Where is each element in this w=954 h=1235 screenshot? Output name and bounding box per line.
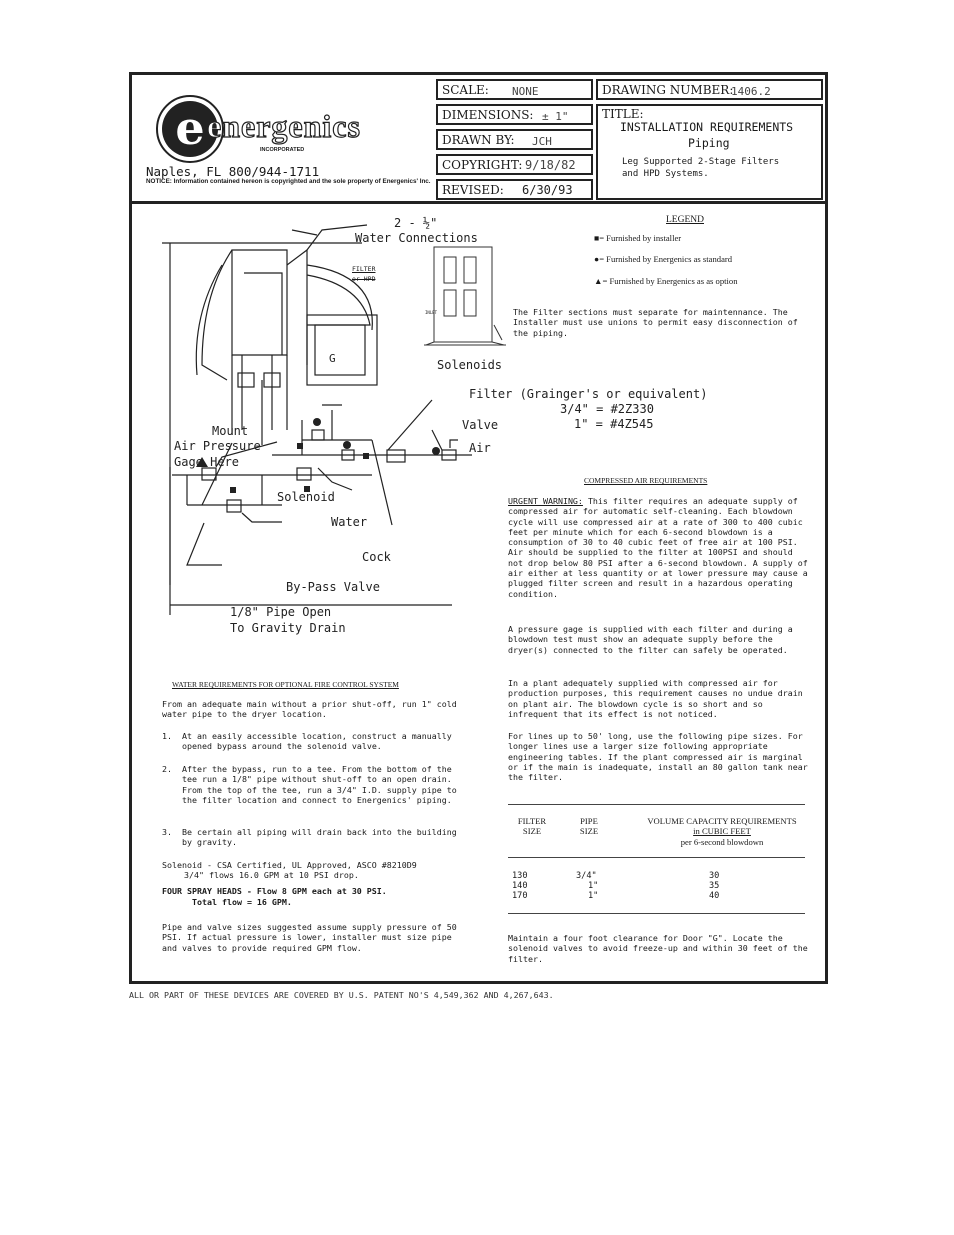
- water-step-3: Be certain all piping will drain back into the building by gravity.: [182, 827, 457, 848]
- solenoid-label: Solenoid: [277, 490, 335, 504]
- solenoid-spec-2: 3/4" flows 16.0 GPM at 10 PSI drop.: [184, 870, 359, 880]
- drawing-number-value: 1406.2: [731, 85, 771, 98]
- grainger-part-1: 3/4" = #2Z330: [560, 402, 654, 416]
- table-header-volume: VOLUME CAPACITY REQUIREMENTS in CUBIC FEET per 6-second blowdown: [647, 816, 797, 847]
- drain-label-1: 1/8" Pipe Open: [230, 605, 332, 619]
- pipe-valve-note: Pipe and valve sizes suggested assume supply pressure of 50 PSI. If actual pressure is lower, installer must size pipe and valves to provide required GPM flow.: [162, 922, 457, 953]
- drain-label-2: To Gravity Drain: [230, 621, 346, 635]
- copyright-value: 9/18/82: [525, 158, 576, 172]
- maintenance-note: The Filter sections must separate for maintennance. The Installer must use unions to permit easy disconnection of the piping.: [513, 307, 798, 338]
- drawing-number-cell: DRAWING NUMBER: 1406.2: [596, 79, 823, 100]
- table-header-pipe: PIPE SIZE: [579, 816, 599, 837]
- title-line-2: Piping: [688, 136, 730, 150]
- spray-heads-2: Total flow = 16 GPM.: [192, 897, 292, 907]
- revised-value: 6/30/93: [522, 183, 573, 197]
- table-rule-mid: [508, 857, 805, 858]
- water-connections-label: Water Connections: [355, 231, 478, 245]
- subtitle-line-2: and HPD Systems.: [622, 169, 709, 179]
- cock-label: Cock: [362, 550, 391, 564]
- company-sub: INCORPORATED: [260, 147, 305, 153]
- water-label: Water: [331, 515, 368, 529]
- legend-item-option: ▲= Furnished by Energenics as as option: [594, 276, 738, 286]
- filter-grainger-label: Filter (Grainger's or equivalent): [469, 387, 708, 401]
- drawn-by-cell: DRAWN BY: JCH: [436, 129, 593, 150]
- svg-text:e: e: [175, 101, 205, 155]
- legend-title: LEGEND: [666, 215, 704, 225]
- table-header-filter: FILTER SIZE: [517, 816, 547, 837]
- bypass-valve-label: By-Pass Valve: [286, 580, 380, 594]
- revised-cell: REVISED: 6/30/93: [436, 179, 593, 200]
- warning-label: URGENT WARNING:: [508, 496, 583, 506]
- copyright-cell: COPYRIGHT: 9/18/82: [436, 154, 593, 175]
- mount-label-3: Gage Here: [174, 455, 240, 469]
- solenoids-label: Solenoids: [437, 358, 503, 372]
- legend-item-standard: ●= Furnished by Energenics as standard: [594, 254, 733, 264]
- dimensions-cell: DIMENSIONS: ± 1": [436, 104, 593, 125]
- water-intro: From an adequate main without a prior shut-off, run 1" cold water pipe to the dryer location.: [162, 699, 457, 720]
- spray-heads-1: FOUR SPRAY HEADS - Flow 8 GPM each at 30 PSI.: [162, 886, 387, 896]
- clearance-note: Maintain a four foot clearance for Door "G". Locate the solenoid valves to avoid freeze-up and within 30 feet of the filter.: [508, 933, 808, 964]
- title-block-divider: [132, 201, 825, 204]
- company-address: Naples, FL 800/944-1711: [146, 164, 320, 179]
- water-step-3-number: 3.: [162, 827, 172, 837]
- warning-text: This filter requires an adequate supply of compressed air for automatic self-cleaning. Each blowdown cycle will use compressed air at a rate of 300 to 400 cubic feet per minute which for each 6-second blowdown is a consumption of 30 to 40 cubic feet of free air at 100 PSI. Air should be supplied to the filter at 100PSI and should not drop below 80 PSI after a 6-second blowdown. A supply of air either at less quantity or at lower pressure may cause a plugged filter screen and result in a hazardous operating condition.: [508, 496, 808, 599]
- urgent-warning: [508, 496, 808, 599]
- valve-label: Valve: [462, 418, 499, 432]
- filter-or-hpd-label-1: FILTER: [352, 265, 376, 273]
- air-requirements-title: COMPRESSED AIR REQUIREMENTS: [584, 476, 708, 485]
- mount-label-1: Mount: [212, 424, 249, 438]
- drawn-by-value: JCH: [532, 135, 552, 148]
- water-step-2-number: 2.: [162, 764, 172, 774]
- table-rule-bottom: [508, 913, 805, 914]
- air-para-plant: In a plant adequately supplied with compressed air for production purposes, this requirement causes no undue drain on plant air. The blowdown cycle is so short and so infrequent that its effect is not noticed.: [508, 678, 803, 719]
- grainger-part-2: 1" = #4Z545: [574, 417, 654, 431]
- drawing-sheet: e energenics INCORPORATED Naples, FL 800/944-1711 NOTICE: Information contained hereon is copyrighted and the sole property of Energenics' Inc. SCALE: NONE DIMENSIONS: ± 1" DRAWN BY: JCH COPYRIGHT: 9/18/82 REVISED: 6/30/93 DRAWING NUMBER: 1406.2 TITLE: INSTALLATION REQUIREMENTS Piping Leg Supported 2-Stage Filters and HPD Systems. 2 - ½" Water Connections FILTER or HPD G INLET Solenoids Filter (Grainger's or equivalent) 3/4" = #2Z330 1" = #4Z545 Valve Air Mount Air Pressure Gage Here Solenoid Water Cock By-Pass Valve 1/8" Pipe Open To Gravity Drain LEGEND ■= Furnished by installer ●= Furnished by Energenics as standard ▲= Furnished by Energenics as as option The Filter sections must separate for maintennance. The Installer must use unions to permit easy disconnection of the piping. COMPRESSED AIR REQUIREMENTS URGENT WARNING: This filter requires an adequate supply of compressed air for automatic self-cleaning. Each blowdown cycle will use compressed air at a rate of 300 to 400 cubic feet per minute which for each 6-second blowdown is a consumption of 30 to 40 cubic feet of free air at 100 PSI. Air should be supplied to the filter at 100PSI and should not drop below 80 PSI after a 6-second blowdown. A supply of air either at less quantity or at lower pressure may cause a plugged filter screen and result in a hazardous operating condition. A pressure gage is supplied with each filter and during a blowdown test must show an adequate supply before the dryer(s) connected to the filter can safely be operated. In a plant adequately supplied with compressed air for production purposes, this requirement causes no undue drain on plant air. The blowdown cycle is so short and so infrequent that its effect is not noticed. For lines up to 50' long, use the following pipe sizes. For longer lines use a larger size following appropriate engineering tables. If the plant compressed air is marginal or if the main is inadequate, install an 80 gallon tank near the filter. FILTER SIZE PIPE SIZE VOLUME CAPACITY REQUIREMENTS in CUBIC FEET per 6-second blowdown 130 3/4" 30 140 1" 35 170 1" 40 Maintain a four foot clearance for Door "G". Locate the solenoid valves to avoid freeze-up and within 30 feet of the filter. WATER REQUIREMENTS FOR OPTIONAL FIRE CONTROL SYSTEM From an adequate main without a prior shut-off, run 1" cold water pipe to the dryer location. 1. At an easily accessible location, construct a manually opened bypass around the solenoid valve. 2. After the bypass, run to a tee. From the bottom of the tee run a 1/8" pipe without shut-off to an open drain. From the top of the tee, run a 3/4" I.D. supply pipe to the filter location and connect to Energenics' piping. 3. Be certain all piping will drain back into the building by gravity. Solenoid - CSA Certified, UL Approved, ASCO #8210D9 3/4" flows 16.0 GPM at 10 PSI drop. FOUR SPRAY HEADS - Flow 8 GPM each at 30 PSI. Total flow = 16 GPM. Pipe and valve sizes suggested assume supply pressure of 50 PSI. If actual pressure is lower, installer must size pipe and valves to provide required GPM flow.: [129, 72, 828, 984]
- solenoid-spec-1: Solenoid - CSA Certified, UL Approved, ASCO #8210D9: [162, 860, 417, 870]
- title-line-1: INSTALLATION REQUIREMENTS: [620, 120, 794, 134]
- legend-item-installer: ■= Furnished by installer: [594, 233, 682, 243]
- scale-value: NONE: [512, 85, 539, 98]
- mount-label-2: Air Pressure: [174, 439, 261, 453]
- patent-footer: ALL OR PART OF THESE DEVICES ARE COVERED BY U.S. PATENT NO'S 4,549,362 AND 4,267,643.: [129, 990, 554, 1000]
- company-name: energenics: [207, 108, 361, 144]
- door-g-label: G: [329, 352, 336, 365]
- dimensions-value: ± 1": [542, 110, 569, 123]
- table-rule-top: [508, 804, 805, 805]
- scale-cell: SCALE: NONE: [436, 79, 593, 100]
- subtitle-line-1: Leg Supported 2-Stage Filters: [622, 157, 780, 167]
- water-connections-size: 2 - ½": [394, 216, 438, 230]
- air-para-gage: A pressure gage is supplied with each filter and during a blowdown test must show an adequate supply before the dryer(s) connected to the filter can safely be operated.: [508, 624, 793, 655]
- air-para-lines: For lines up to 50' long, use the following pipe sizes. For longer lines use a larger size following appropriate engineering tables. If the plant compressed air is marginal or if the main is inadequate, install an 80 gallon tank near the filter.: [508, 731, 808, 783]
- copyright-notice: NOTICE: Information contained hereon is copyrighted and the sole property of Energenics' Inc.: [146, 178, 431, 185]
- filter-or-hpd-label-2: or HPD: [352, 275, 376, 283]
- air-label: Air: [469, 441, 491, 455]
- inset-tag: INLET: [425, 310, 438, 315]
- water-requirements-title: WATER REQUIREMENTS FOR OPTIONAL FIRE CONTROL SYSTEM: [172, 680, 399, 689]
- water-step-2: After the bypass, run to a tee. From the bottom of the tee run a 1/8" pipe without shut-off to an open drain. From the top of the tee, run a 3/4" I.D. supply pipe to the filter location and connect to Energenics' piping.: [182, 764, 457, 805]
- title-cell: TITLE: INSTALLATION REQUIREMENTS Piping Leg Supported 2-Stage Filters and HPD Systems.: [596, 104, 823, 200]
- water-step-1: At an easily accessible location, construct a manually opened bypass around the solenoid valve.: [182, 731, 452, 752]
- filter-inset-sketch: [414, 235, 514, 357]
- water-step-1-number: 1.: [162, 731, 172, 741]
